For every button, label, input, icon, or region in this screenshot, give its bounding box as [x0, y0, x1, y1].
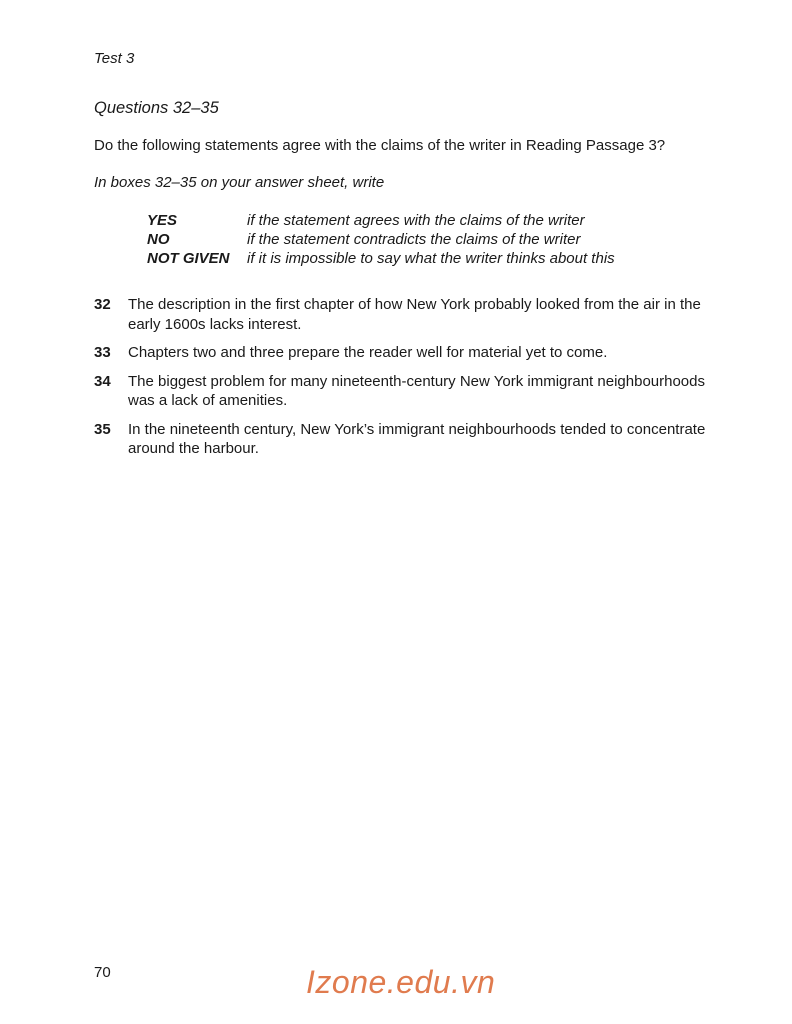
question-text: The biggest problem for many nineteenth-century New York immigrant neighbourhoods was a lack of amenities. [128, 372, 705, 409]
question-number: 34 [94, 372, 111, 390]
page-number: 70 [94, 964, 111, 981]
question-list [94, 295, 714, 468]
legend-row-yes [147, 211, 615, 230]
legend-row-not-given [147, 249, 615, 268]
question-number: 33 [94, 344, 111, 361]
question-text: Chapters two and three prepare the reader well for material yet to come. [128, 344, 608, 361]
answer-instruction: In boxes 32–35 on your answer sheet, write [94, 174, 385, 191]
questions-heading: Questions 32–35 [94, 99, 219, 117]
test-label: Test 3 [94, 50, 135, 67]
question-item [94, 343, 714, 363]
legend-key: YES [147, 212, 178, 229]
legend-row-no [147, 230, 615, 249]
answer-legend [147, 211, 615, 268]
question-item [94, 295, 714, 334]
legend-key: NOT GIVEN [147, 250, 230, 267]
question-item [94, 420, 714, 459]
question-item [94, 372, 714, 411]
legend-desc: if it is impossible to say what the writer thinks about this [247, 250, 615, 267]
question-number: 35 [94, 420, 111, 438]
question-text: In the nineteenth century, New York’s immigrant neighbourhoods tended to concentrate around the harbour. [128, 420, 706, 457]
legend-desc: if the statement contradicts the claims of the writer [247, 231, 581, 248]
legend-desc: if the statement agrees with the claims of the writer [247, 212, 585, 229]
legend-key: NO [147, 231, 170, 248]
watermark-logo: Izone.edu.vn [306, 964, 496, 1000]
instruction-text: Do the following statements agree with the claims of the writer in Reading Passage 3? [94, 137, 666, 154]
question-text: The description in the first chapter of how New York probably looked from the air in the early 1600s lacks interest. [128, 296, 701, 333]
question-number: 32 [94, 296, 111, 313]
